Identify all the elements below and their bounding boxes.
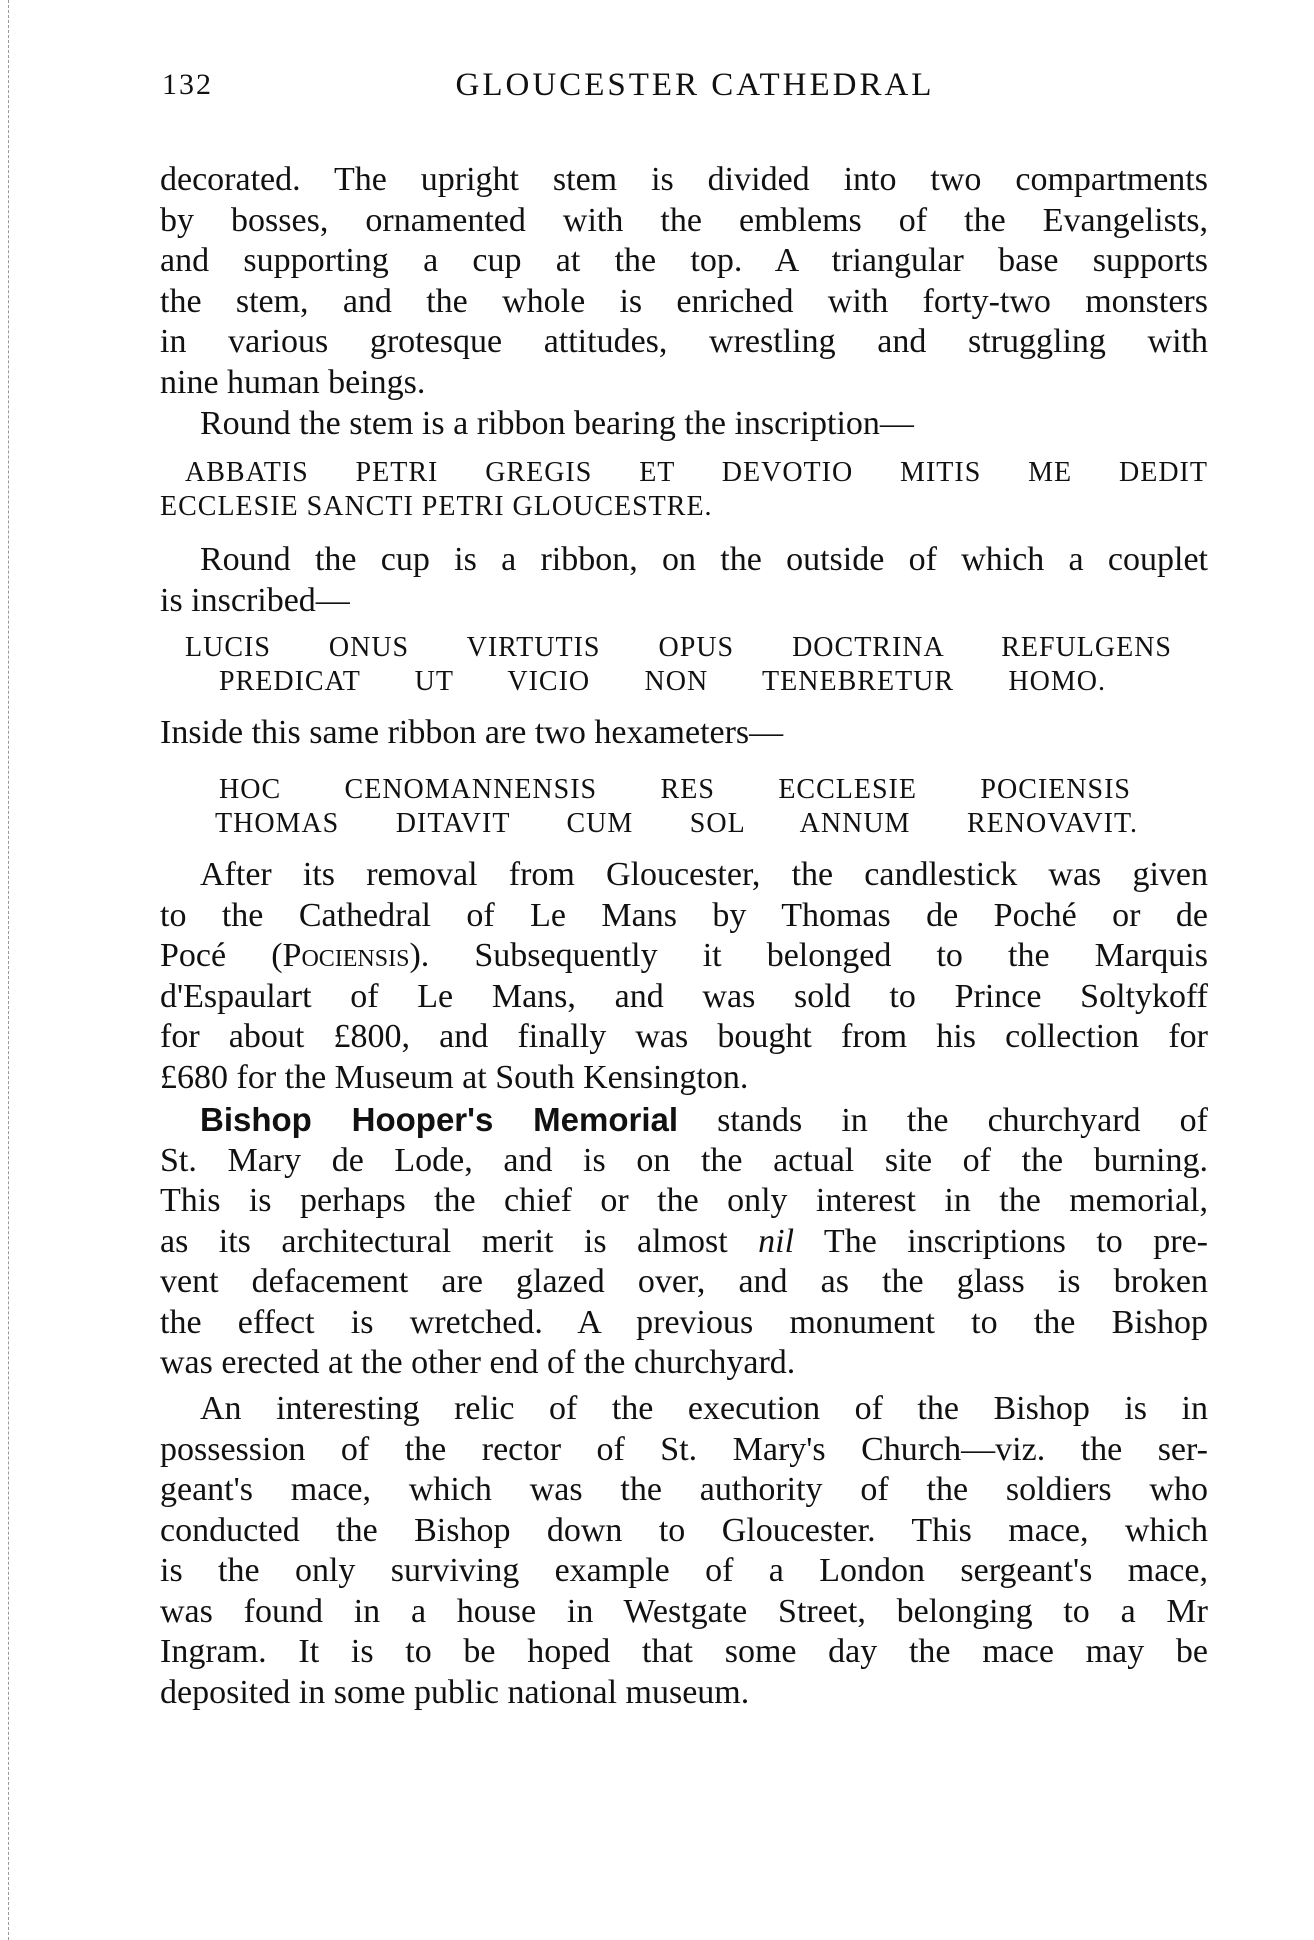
text-line: vent defacement are glazed over, and as the glass is broken [160,1263,1208,1300]
text-line: St. Mary de Lode, and is on the actual site of the burning. [160,1141,1208,1179]
text-line: £680 for the Museum at South Kensington. [160,1058,749,1096]
text-line: deposited in some public national museum. [160,1673,750,1711]
paragraph [160,855,1208,1098]
text-line: was erected at the other end of the churchyard. [160,1344,796,1381]
text-line: Round the stem is a ribbon bearing the inscription— [200,405,914,442]
text-line: to the Cathedral of Le Mans by Thomas de Poché or de [160,896,1208,934]
text-segment: nil [758,1222,795,1260]
text-line: and supporting a cup at the top. A triangular base supports [160,242,1208,279]
text-line: Ingram. It is to be hoped that some day the mace may be [160,1633,1208,1670]
text-line: by bosses, ornamented with the emblems of the Evangelists, [160,201,1208,239]
text-segment: Pocé ( [160,937,283,974]
paragraph [160,1389,1208,1713]
page-number: 132 [162,68,213,101]
inscription-block [160,773,1208,841]
paragraph [160,540,1208,621]
text-segment: stands in the churchyard of [678,1102,1208,1139]
text-line [160,936,1208,977]
text-line: decorated. The upright stem is divided into two compartments [160,161,1208,198]
paragraph [160,160,1208,403]
inscription-line: LUCIS ONUS VIRTUTIS OPUS DOCTRINA REFULGENS [185,632,1172,663]
inscription-line: PREDICAT UT VICIO NON TENEBRETUR HOMO. [219,666,1106,697]
text-line: conducted the Bishop down to Gloucester. This mace, which [160,1511,1208,1549]
text-line: d'Espaulart of Le Mans, and was sold to Prince Soltykoff [160,977,1208,1015]
inscription-line: ABBATIS PETRI GREGIS ET DEVOTIO MITIS ME DEDIT [185,457,1208,488]
paragraph [160,404,1208,445]
text-line [160,1100,1208,1141]
inscription-line: ECCLESIE SANCTI PETRI GLOUCESTRE. [160,491,713,522]
text-line: in various grotesque attitudes, wrestling and struggling with [160,323,1208,360]
text-line: Inside this same ribbon are two hexameters— [160,714,784,751]
text-segment: The inscriptions to pre- [794,1222,1208,1260]
text-line: the stem, and the whole is enriched with forty-two monsters [160,282,1208,320]
text-line: the effect is wretched. A previous monument to the Bishop [160,1303,1208,1341]
inscription-line: HOC CENOMANNENSIS RES ECCLESIE POCIENSIS [219,774,1131,805]
paragraph [160,1100,1208,1384]
running-title: GLOUCESTER CATHEDRAL [455,67,935,103]
page-edge-line [8,0,9,1940]
text-line: nine human beings. [160,363,426,401]
text-line: is inscribed— [160,581,350,619]
paragraph [160,713,1208,754]
text-line: was found in a house in Westgate Street, belonging to a Mr [160,1592,1208,1630]
inscription-block [160,456,1208,524]
text-line: After its removal from Gloucester, the candlestick was given [200,856,1208,893]
text-line: This is perhaps the chief or the only interest in the memorial, [160,1182,1208,1219]
text-segment: ). Subsequently it belonged to the Marquis [409,937,1208,974]
text-line: Round the cup is a ribbon, on the outside of which a couplet [200,541,1208,578]
text-segment: Pociensis [282,937,410,974]
text-segment: as its architectural merit is almost [160,1222,759,1260]
text-line: geant's mace, which was the authority of the soldiers who [160,1471,1208,1508]
text-line: possession of the rector of St. Mary's Church—viz. the ser- [160,1430,1208,1468]
text-line: An interesting relic of the execution of the Bishop is in [200,1390,1208,1427]
text-line: for about £800, and finally was bought from his collection for [160,1018,1208,1055]
inscription-line: THOMAS DITAVIT CUM SOL ANNUM RENOVAVIT. [215,808,1138,839]
inscription-block [160,631,1208,699]
text-line [160,1222,1208,1263]
section-heading: Bishop Hooper's Memorial [200,1101,679,1138]
text-line: is the only surviving example of a London sergeant's mace, [160,1552,1208,1589]
